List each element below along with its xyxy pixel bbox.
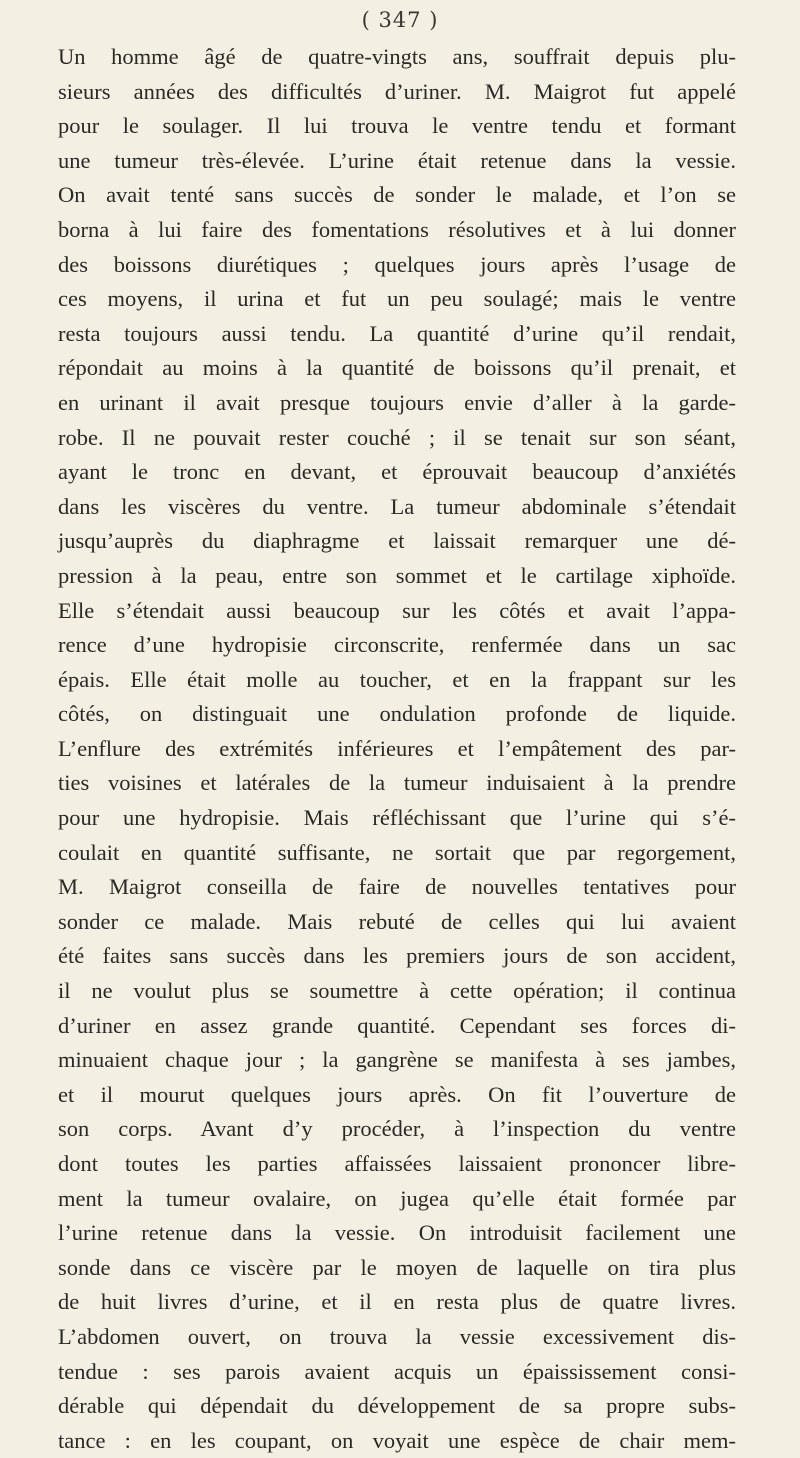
text-line: minuaient chaque jour ; la gangrène se manifesta à ses jambes, [58,1047,736,1073]
text-line: jusqu’auprès du diaphragme et laissait remarquer une dé- [58,528,736,554]
text-line: répondait au moins à la quantité de boissons qu’il prenait, et [58,355,736,381]
text-line: rence d’une hydropisie circonscrite, renfermée dans un sac [58,632,736,658]
text-line: sieurs années des difficultés d’uriner. M. Maigrot fut appelé [58,78,736,104]
text-line: tendue : ses parois avaient acquis un épaississement consi- [58,1358,736,1384]
text-line: ment la tumeur ovalaire, on jugea qu’elle était formée par [58,1185,736,1211]
text-line: dans les viscères du ventre. La tumeur abdominale s’étendait [58,493,736,519]
text-line: ties voisines et latérales de la tumeur induisaient à la prendre [58,770,736,796]
text-line: son corps. Avant d’y procéder, à l’inspection du ventre [58,1116,736,1142]
text-line: robe. Il ne pouvait rester couché ; il se tenait sur son séant, [58,424,736,450]
body-text [58,40,736,1458]
text-line: il ne voulut plus se soumettre à cette opération; il continua [58,978,736,1004]
text-line: l’urine retenue dans la vessie. On introduisit facilement une [58,1220,736,1246]
text-line: pour une hydropisie. Mais réfléchissant que l’urine qui s’é- [58,805,736,831]
text-line: borna à lui faire des fomentations résolutives et à lui donner [58,216,736,242]
text-line: Elle s’étendait aussi beaucoup sur les côtés et avait l’appa- [58,597,736,623]
text-line: L’abdomen ouvert, on trouva la vessie excessivement dis- [58,1323,736,1349]
text-line: On avait tenté sans succès de sonder le malade, et l’on se [58,182,736,208]
text-line: d’uriner en assez grande quantité. Cependant ses forces di- [58,1012,736,1038]
text-line: tance : en les coupant, on voyait une espèce de chair mem- [58,1427,736,1453]
text-line: sonder ce malade. Mais rebuté de celles qui lui avaient [58,908,736,934]
text-line: été faites sans succès dans les premiers jours de son accident, [58,943,736,969]
text-line: coulait en quantité suffisante, ne sortait que par regorgement, [58,839,736,865]
text-line: et il mourut quelques jours après. On fit l’ouverture de [58,1081,736,1107]
text-line: en urinant il avait presque toujours envie d’aller à la garde- [58,389,736,415]
text-line: Un homme âgé de quatre-vingts ans, souffrait depuis plu- [58,44,736,69]
text-line: des boissons diurétiques ; quelques jours après l’usage de [58,251,736,277]
text-line: ces moyens, il urina et fut un peu soulagé; mais le ventre [58,286,736,312]
text-line: dérable qui dépendait du développement de sa propre subs- [58,1393,736,1419]
page-number: ( 347 ) [361,8,439,32]
text-line: pour le soulager. Il lui trouva le ventre tendu et formant [58,113,736,139]
text-line: ayant le tronc en devant, et éprouvait beaucoup d’anxiétés [58,459,736,485]
text-line: de huit livres d’urine, et il en resta plus de quatre livres. [58,1289,736,1315]
text-line: côtés, on distinguait une ondulation profonde de liquide. [58,701,736,727]
text-line: resta toujours aussi tendu. La quantité d’urine qu’il rendait, [58,320,736,346]
text-line: épais. Elle était molle au toucher, et en la frappant sur les [58,666,736,692]
text-line: dont toutes les parties affaissées laissaient prononcer libre- [58,1151,736,1176]
text-line: M. Maigrot conseilla de faire de nouvelles tentatives pour [58,874,736,900]
text-line: L’enflure des extrémités inférieures et l’empâtement des par- [58,735,736,761]
text-line: sonde dans ce viscère par le moyen de laquelle on tira plus [58,1254,736,1280]
text-line: pression à la peau, entre son sommet et le cartilage xiphoïde. [58,562,736,588]
text-line: une tumeur très-élevée. L’urine était retenue dans la vessie. [58,147,736,173]
